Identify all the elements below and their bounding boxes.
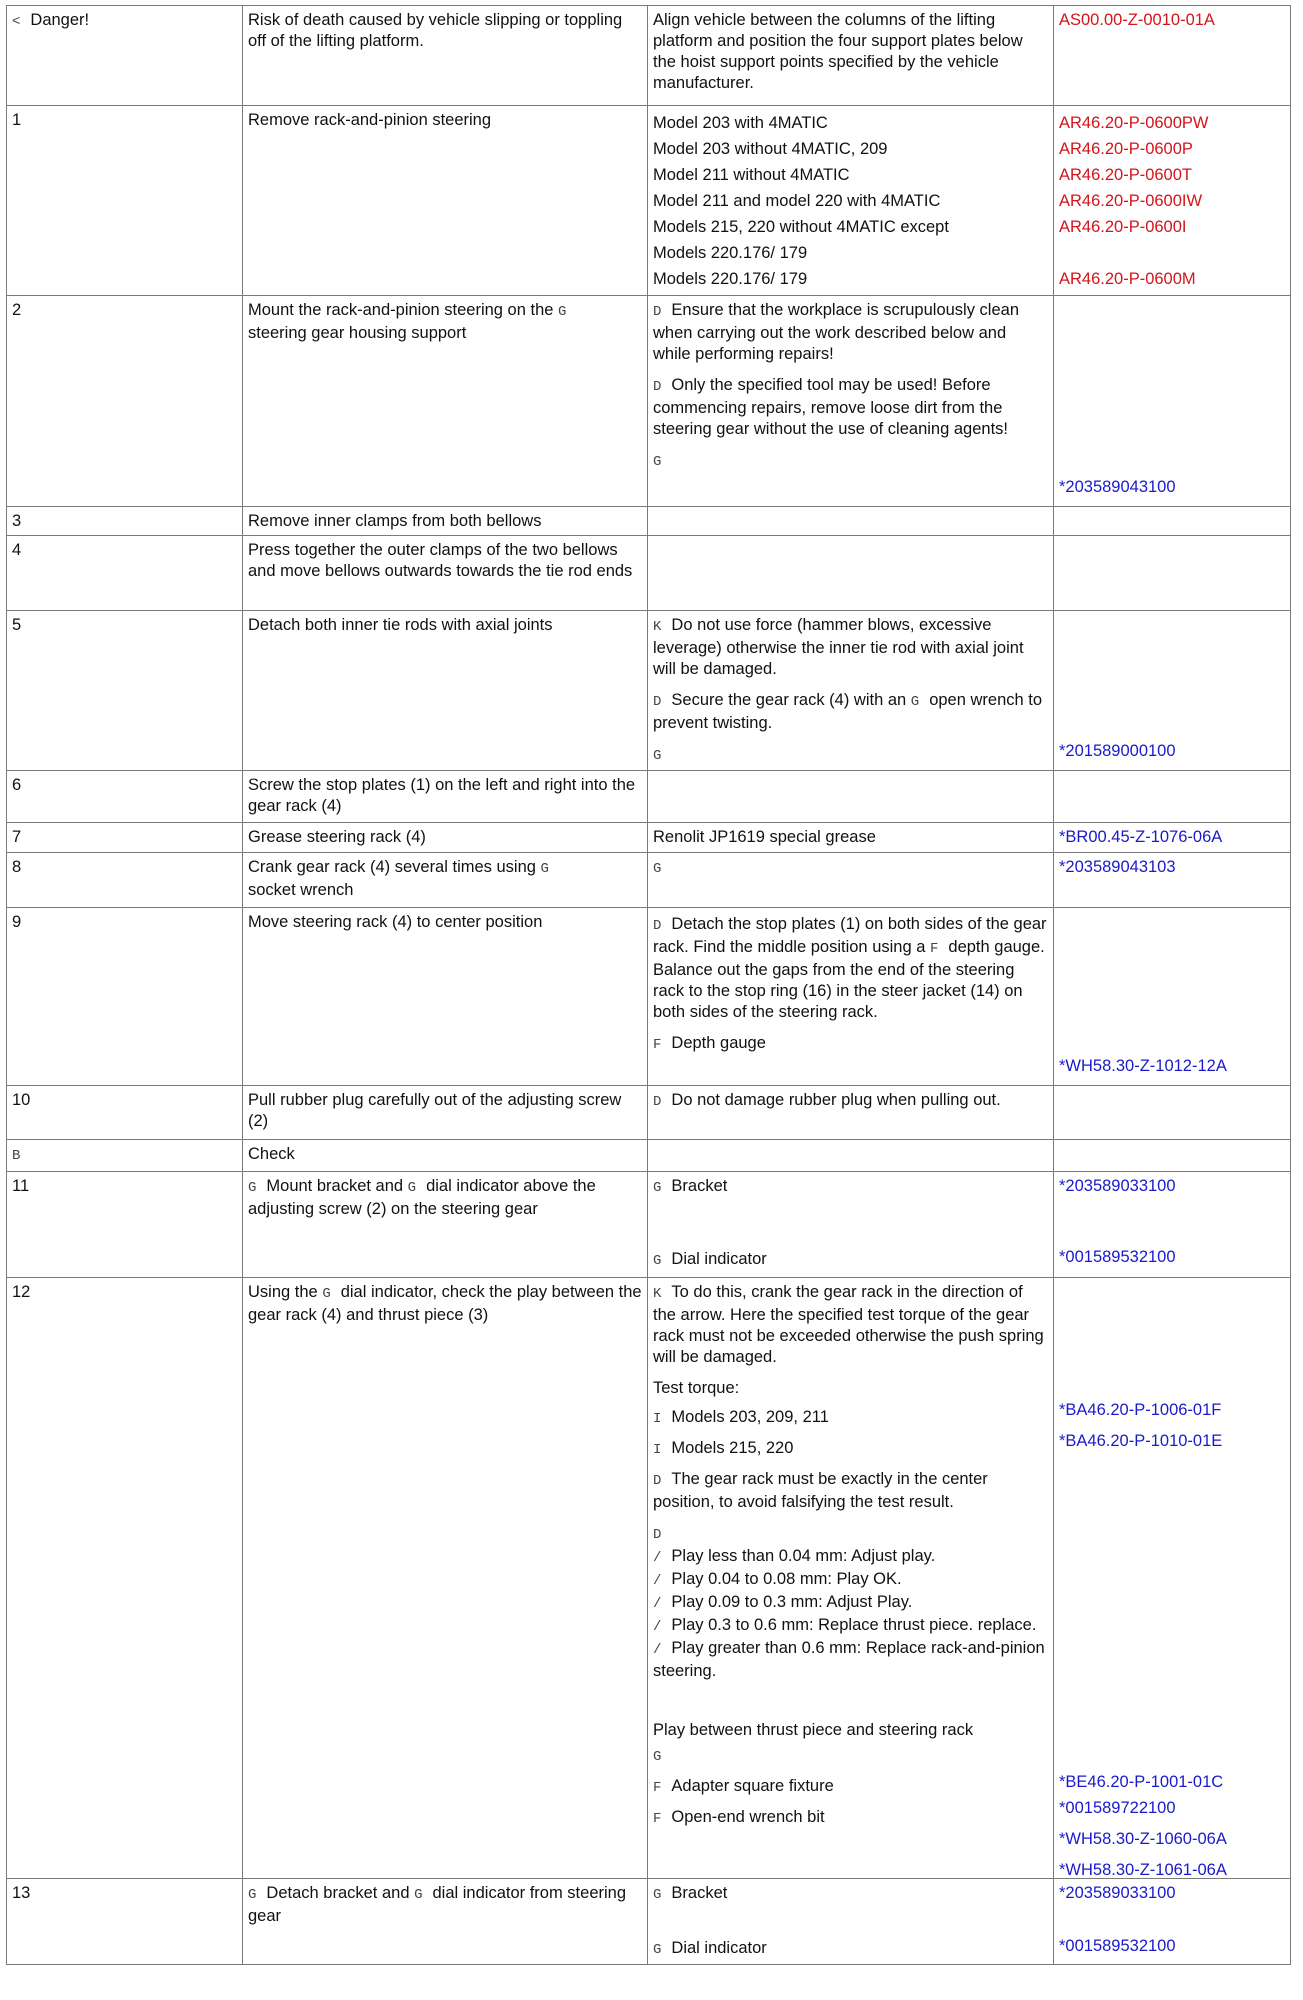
play-item: Play 0.3 to 0.6 mm: Replace thrust piece. replace. [671, 1616, 1037, 1634]
tool-reference-link[interactable]: *203589033100 [1059, 1177, 1176, 1195]
step-note [648, 1140, 1054, 1172]
note-text: The gear rack must be exactly in the center position, to avoid falsifying the test result. [653, 1470, 988, 1511]
note-icon: D [653, 304, 662, 320]
step-task [243, 1278, 648, 1879]
step-number: 7 [7, 823, 243, 853]
model-item: Models 220.176/ 179 [653, 244, 808, 262]
task-text: Using the [248, 1283, 318, 1301]
tool-icon: G [910, 694, 920, 710]
reference-link[interactable]: AR46.20-P-0600I [1059, 218, 1187, 236]
danger-icon: < [12, 14, 21, 30]
step-note [648, 6, 1054, 106]
torque-reference-link[interactable]: *BA46.20-P-1010-01E [1059, 1432, 1223, 1450]
note-icon: D [653, 379, 662, 395]
table-row [7, 296, 1291, 507]
note-text: open wrench to prevent twisting. [653, 691, 1043, 732]
task-text: dial indicator from steering gear [248, 1884, 627, 1925]
play-item: Play 0.04 to 0.08 mm: Play OK. [671, 1570, 902, 1588]
note-text: Only the specified tool may be used! Before commencing repairs, remove loose dirt from the steering gear without the use of cleaning agents! [653, 376, 1008, 438]
bullet-icon: / [653, 1573, 662, 1589]
note-text: Secure the gear rack (4) with an [671, 691, 907, 709]
step-number: 3 [7, 507, 243, 536]
task-text: dial indicator, check the play between the gear rack (4) and thrust piece (3) [248, 1283, 642, 1324]
reference-link[interactable]: AS00.00-Z-0010-01A [1059, 11, 1215, 29]
step-task [243, 6, 648, 106]
step-ref [1054, 1278, 1291, 1879]
reference-link[interactable]: AR46.20-P-0600IW [1059, 192, 1203, 210]
step-task [243, 1879, 648, 1965]
table-row [7, 1172, 1291, 1278]
step-ref [1054, 6, 1291, 106]
tool-icon: G [653, 1887, 662, 1903]
step-note [648, 507, 1054, 536]
step-ref [1054, 1086, 1291, 1140]
step-task: Grease steering rack (4) [243, 823, 648, 853]
model-item: Model 203 with 4MATIC [653, 114, 828, 132]
model-item: Models 220.176/ 179 [653, 270, 808, 288]
tool-icon: G [414, 1887, 423, 1903]
note-icon: D [653, 694, 662, 710]
step-number: 12 [7, 1278, 243, 1879]
tool-reference-link[interactable]: *001589532100 [1059, 1248, 1176, 1266]
tool-icon: G [248, 1180, 257, 1196]
table-row [7, 1278, 1291, 1879]
reference-link[interactable]: AR46.20-P-0600PW [1059, 114, 1209, 132]
step-number: 6 [7, 771, 243, 823]
note-text: Do not use force (hammer blows, excessive leverage) otherwise the inner tie rod with axial joint will be damaged. [653, 616, 1024, 678]
tool-reference-link[interactable]: *WH58.30-Z-1012-12A [1059, 1057, 1227, 1075]
step-note: Renolit JP1619 special grease [648, 823, 1054, 853]
task-text: steering gear housing support [248, 324, 467, 342]
tool-icon: G [558, 304, 567, 320]
tool-icon: G [322, 1286, 331, 1302]
step-ref [1054, 507, 1291, 536]
step-ref [1054, 296, 1291, 507]
step-note [648, 611, 1054, 771]
torque-item: Models 215, 220 [671, 1439, 794, 1457]
danger-row [7, 6, 1291, 106]
step-number: 8 [7, 853, 243, 908]
note-icon: D [653, 918, 662, 934]
tool-icon: G [653, 748, 662, 764]
reference-link[interactable]: AR46.20-P-0600P [1059, 140, 1193, 158]
fixture-icon: F [653, 1811, 662, 1827]
model-item: Model 211 without 4MATIC [653, 166, 850, 184]
table-row [7, 823, 1291, 853]
check-row [7, 1140, 1291, 1172]
note-text: Do not damage rubber plug when pulling out. [671, 1091, 1001, 1109]
tool-reference-link[interactable]: *001589532100 [1059, 1937, 1176, 1955]
step-note [648, 908, 1054, 1086]
step-ref [1054, 1879, 1291, 1965]
step-ref [1054, 823, 1291, 853]
step-number: 10 [7, 1086, 243, 1140]
play-item: Play less than 0.04 mm: Adjust play. [671, 1547, 936, 1565]
model-item: Model 203 without 4MATIC, 209 [653, 140, 888, 158]
note-text: Detach the stop plates (1) on both sides of the gear rack. Find the middle position using a [653, 915, 1047, 956]
fixture-icon: F [653, 1780, 662, 1796]
warning-icon: K [653, 619, 662, 635]
step-task [243, 1172, 648, 1278]
torque-reference-link[interactable]: *BA46.20-P-1006-01F [1059, 1401, 1222, 1419]
step-ref [1054, 536, 1291, 611]
step-number: 4 [7, 536, 243, 611]
torque-label: Test torque: [653, 1379, 740, 1397]
step-number: 5 [7, 611, 243, 771]
step-task: Check [243, 1140, 648, 1172]
note-text: Ensure that the workplace is scrupulously clean when carrying out the work described below and while performing repairs! [653, 301, 1020, 363]
work-steps-table [6, 5, 1291, 1965]
tool-reference-link[interactable]: *001589722100 [1059, 1799, 1176, 1817]
table-row [7, 908, 1291, 1086]
step-number [7, 1140, 243, 1172]
step-note [648, 1172, 1054, 1278]
reference-link[interactable]: AR46.20-P-0600T [1059, 166, 1192, 184]
tool-icon: G [407, 1180, 417, 1196]
note-icon: D [653, 1527, 662, 1543]
step-note [648, 853, 1054, 908]
bullet-icon: / [653, 1642, 662, 1658]
step-ref [1054, 1172, 1291, 1278]
table-row [7, 611, 1291, 771]
step-task: Press together the outer clamps of the two bellows and move bellows outwards towards the tie rod ends [243, 536, 648, 611]
step-note [648, 1278, 1054, 1879]
step-task: Screw the stop plates (1) on the left and right into the gear rack (4) [243, 771, 648, 823]
task-text: Mount the rack-and-pinion steering on the [248, 301, 554, 319]
tool-reference-link[interactable]: *BR00.45-Z-1076-06A [1059, 828, 1223, 846]
table-row [7, 771, 1291, 823]
tool-icon: G [653, 454, 662, 470]
torque-item: Models 203, 209, 211 [671, 1408, 829, 1426]
table-row [7, 853, 1291, 908]
play-item: Play 0.09 to 0.3 mm: Adjust Play. [671, 1593, 913, 1611]
note-icon: D [653, 1094, 662, 1110]
table-row [7, 507, 1291, 536]
spec-reference-link[interactable]: *BE46.20-P-1001-01C [1059, 1773, 1224, 1791]
note-icon: D [653, 1473, 662, 1489]
step-number: 1 [7, 106, 243, 296]
tool-name: Adapter square fixture [671, 1777, 834, 1795]
danger-label: Danger! [30, 11, 90, 29]
step-ref [1054, 908, 1291, 1086]
tool-icon: G [540, 861, 549, 877]
step-task: Detach both inner tie rods with axial joints [243, 611, 648, 771]
tool-icon: G [653, 1942, 662, 1958]
instruction-text: Align vehicle between the columns of the lifting platform and position the four support plates below the hoist support points specified by the vehicle manufacturer. [653, 11, 1023, 92]
play-item: Play greater than 0.6 mm: Replace rack-and-pinion steering. [653, 1639, 1045, 1680]
step-task: Pull rubber plug carefully out of the adjusting screw (2) [243, 1086, 648, 1140]
step-number: 13 [7, 1879, 243, 1965]
tool-name: Bracket [671, 1177, 728, 1195]
step-note [648, 1879, 1054, 1965]
step-ref [1054, 1140, 1291, 1172]
task-text: Mount bracket and [266, 1177, 404, 1195]
step-ref [1054, 853, 1291, 908]
task-text: dial indicator above the adjusting screw (2) on the steering gear [248, 1177, 596, 1218]
step-note [648, 296, 1054, 507]
tool-name: Open-end wrench bit [671, 1808, 825, 1826]
step-note [648, 536, 1054, 611]
step-ref [1054, 611, 1291, 771]
model-item: Model 211 and model 220 with 4MATIC [653, 192, 941, 210]
gauge-icon: F [653, 1037, 662, 1053]
task-text: socket wrench [248, 881, 354, 899]
table-row [7, 106, 1291, 296]
step-task [243, 296, 648, 507]
tool-reference-link[interactable]: *201589000100 [1059, 742, 1176, 760]
step-task: Move steering rack (4) to center position [243, 908, 648, 1086]
reference-link[interactable]: AR46.20-P-0600M [1059, 270, 1196, 288]
tool-name: Dial indicator [671, 1250, 767, 1268]
tool-icon: G [653, 1180, 662, 1196]
step-number [7, 6, 243, 106]
step-ref [1054, 106, 1291, 296]
task-text: Crank gear rack (4) several times using [248, 858, 536, 876]
table-row [7, 536, 1291, 611]
tool-icon: G [653, 1749, 662, 1765]
model-item: Models 215, 220 without 4MATIC except [653, 218, 949, 236]
table-row [7, 1879, 1291, 1965]
step-note [648, 106, 1054, 296]
step-ref [1054, 771, 1291, 823]
tool-name: Dial indicator [671, 1939, 767, 1957]
info-icon: I [653, 1442, 662, 1458]
tool-reference-link[interactable]: *203589033100 [1059, 1884, 1176, 1902]
tool-icon: G [653, 1253, 662, 1269]
info-icon: I [653, 1411, 662, 1427]
warning-icon: K [653, 1286, 662, 1302]
step-number: 11 [7, 1172, 243, 1278]
tool-reference-link[interactable]: *203589043103 [1059, 858, 1176, 876]
step-task: Remove inner clamps from both bellows [243, 507, 648, 536]
step-note [648, 1086, 1054, 1140]
gauge-icon: F [930, 941, 939, 957]
step-number: 9 [7, 908, 243, 1086]
bullet-icon: / [653, 1619, 662, 1635]
step-task [243, 853, 648, 908]
check-icon: B [12, 1148, 21, 1164]
task-text: Detach bracket and [266, 1884, 410, 1902]
tool-name: Depth gauge [671, 1034, 766, 1052]
tool-name: Bracket [671, 1884, 728, 1902]
tool-reference-link[interactable]: *WH58.30-Z-1061-06A [1059, 1861, 1227, 1879]
table-row [7, 1086, 1291, 1140]
bullet-icon: / [653, 1596, 662, 1612]
spec-text: Play between thrust piece and steering rack [653, 1721, 974, 1739]
step-task: Remove rack-and-pinion steering [243, 106, 648, 296]
tool-reference-link[interactable]: *203589043100 [1059, 478, 1176, 496]
step-number: 2 [7, 296, 243, 507]
tool-icon: G [248, 1887, 257, 1903]
step-note [648, 771, 1054, 823]
risk-text: Risk of death caused by vehicle slipping or toppling off of the lifting platform. [248, 11, 623, 50]
note-text: To do this, crank the gear rack in the direction of the arrow. Here the specified test torque of the gear rack must not be exceeded otherwise the push spring will be damaged. [653, 1283, 1044, 1366]
tool-icon: G [653, 861, 662, 877]
bullet-icon: / [653, 1550, 662, 1566]
note-text: depth gauge. Balance out the gaps from the end of the steering rack to the stop ring (16) in the steer jacket (14) on both sides of the steering rack. [653, 938, 1045, 1021]
tool-reference-link[interactable]: *WH58.30-Z-1060-06A [1059, 1830, 1227, 1848]
